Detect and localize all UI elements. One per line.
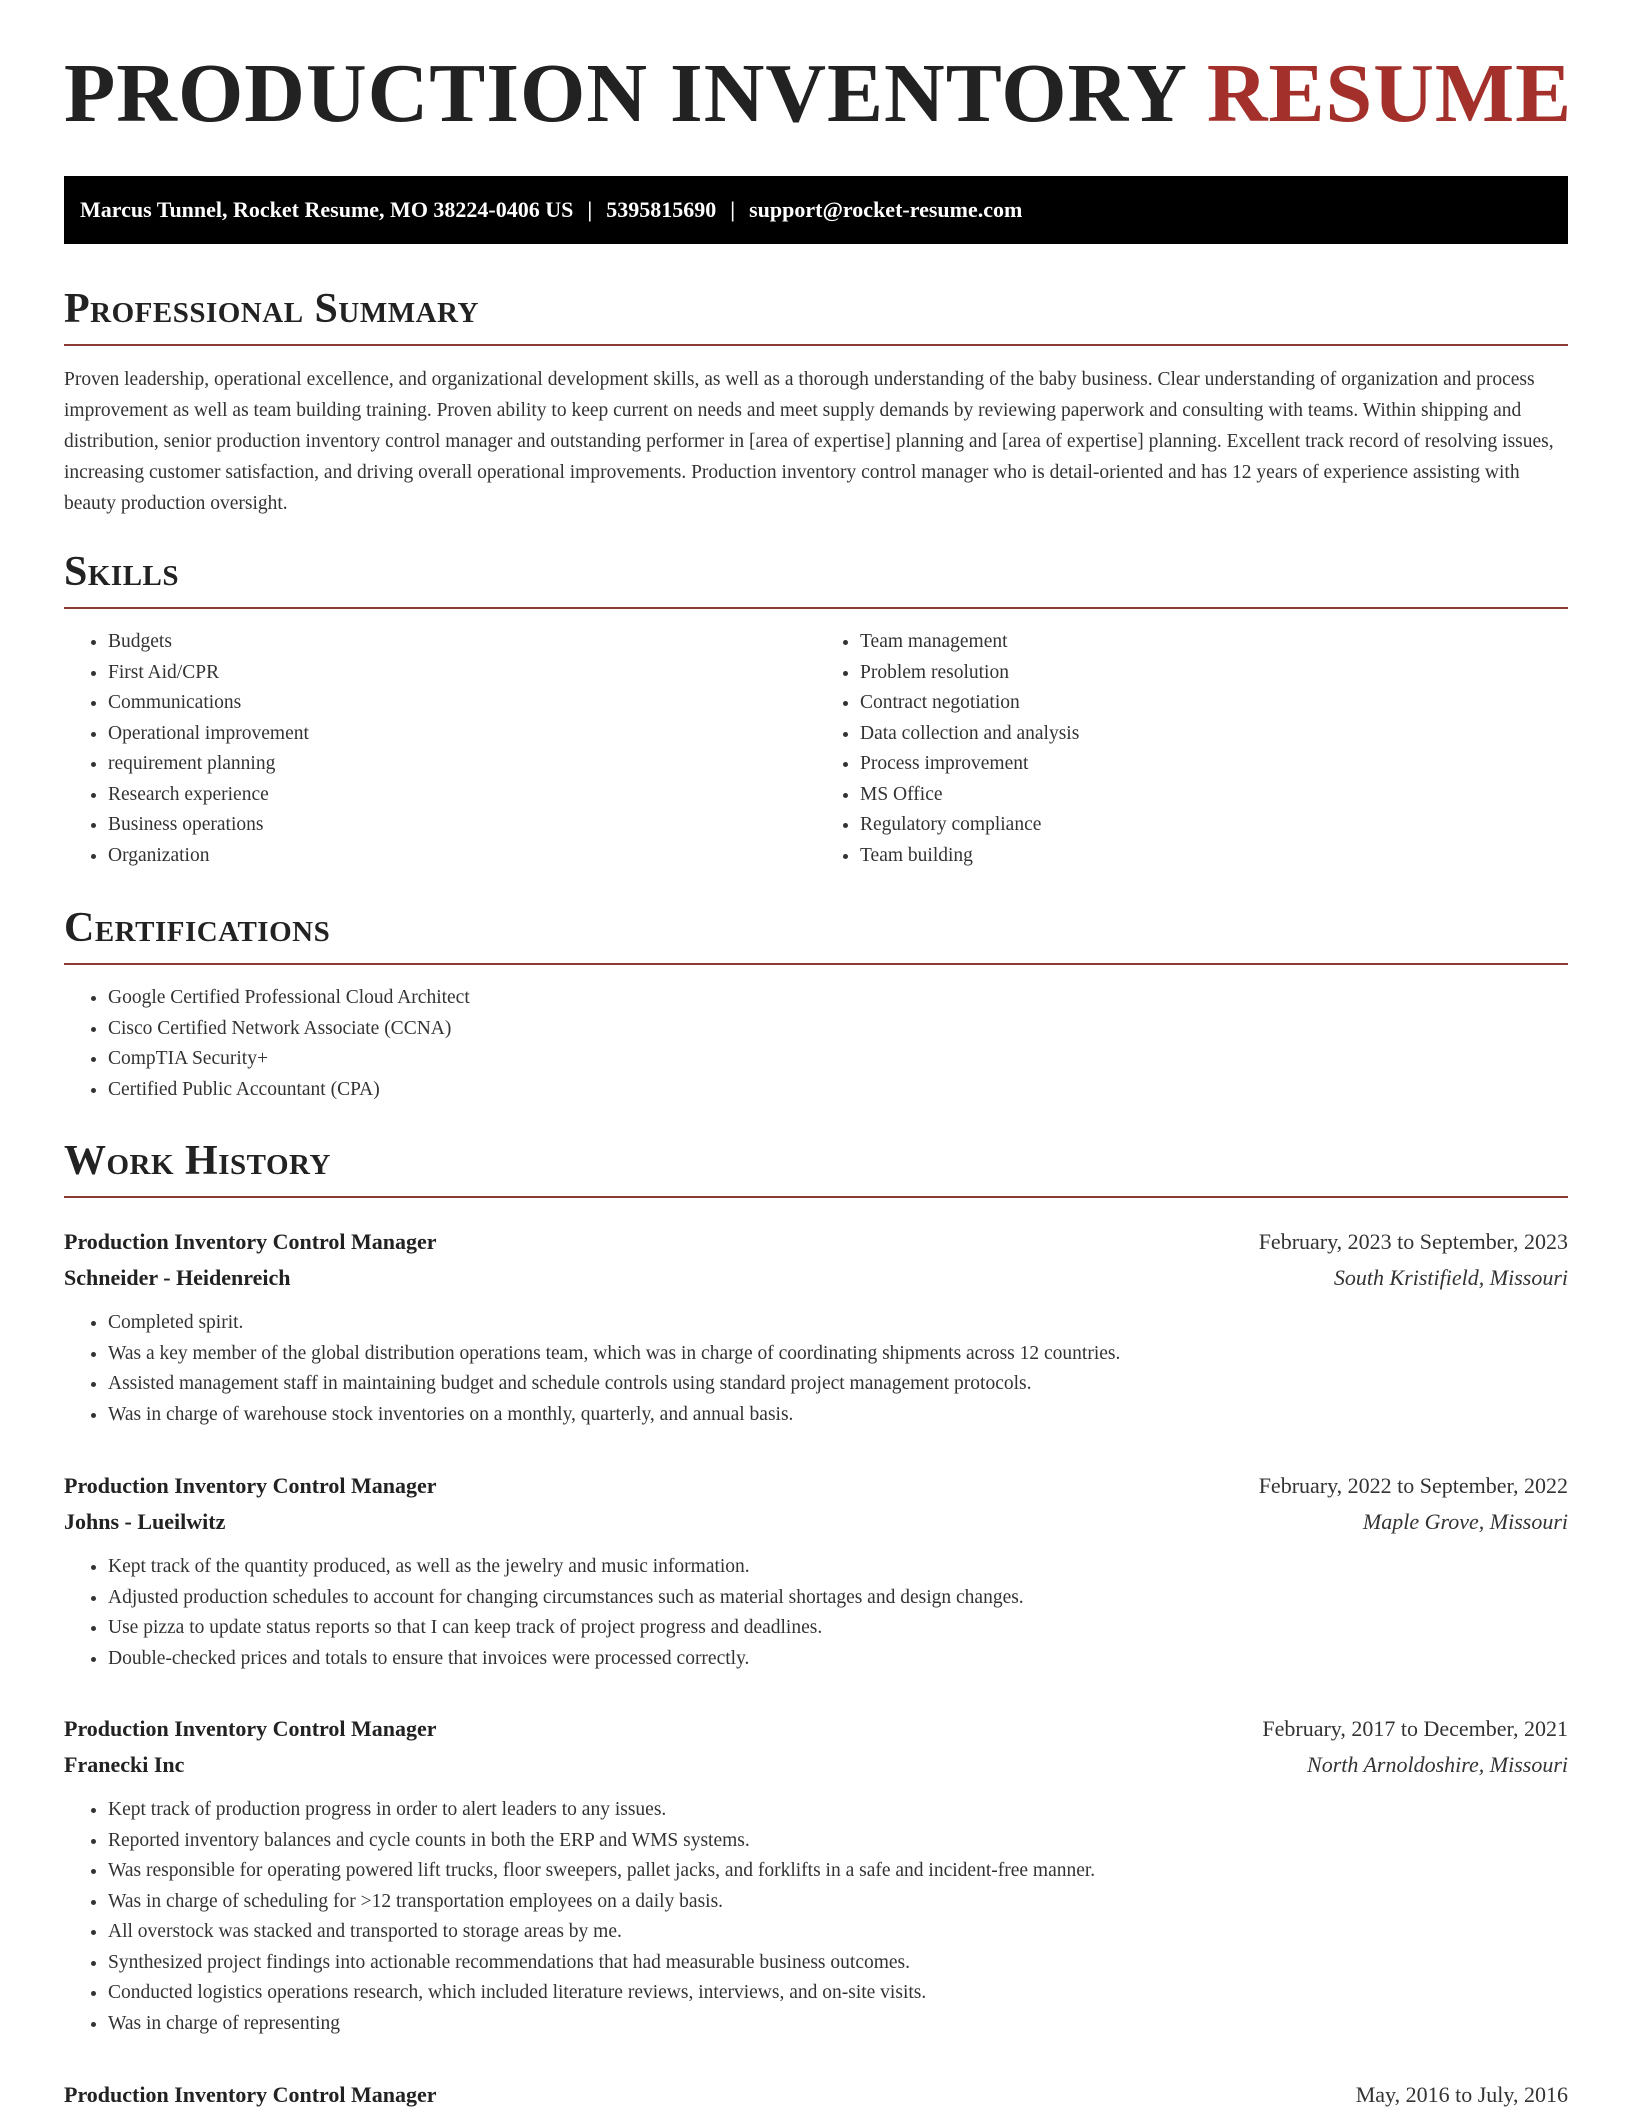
job-location: South Kristifield, Missouri [1333, 1265, 1568, 1290]
job-dates: May, 2016 to July, 2016 [1355, 2082, 1568, 2107]
job-location: Maple Grove, Missouri [1362, 1509, 1568, 1534]
summary-section [64, 288, 1568, 519]
job-bullet: • Conducted logistics operations research, which included literature reviews, interviews, and on-site visits. [108, 1978, 1568, 2009]
skill-item: • Organization [108, 841, 816, 872]
skill-item: • Regulatory compliance [860, 810, 1568, 841]
job-bullet: • Was responsible for operating powered lift trucks, floor sweepers, pallet jacks, and forklifts in a safe and incident-free manner. [108, 1856, 1568, 1887]
job-title: Production Inventory Control Manager [64, 2082, 437, 2107]
title-main: PRODUCTION INVENTORY [64, 47, 1185, 140]
contact-email: support@rocket-resume.com [749, 197, 1023, 222]
skill-item: • requirement planning [108, 749, 816, 780]
page-title [64, 47, 1573, 140]
job-entry [64, 1468, 1568, 1674]
skill-item: • Process improvement [860, 749, 1568, 780]
skills-grid [64, 627, 1568, 871]
job-location: North Arnoldoshire, Missouri [1307, 1752, 1568, 1777]
skills-list-right [816, 627, 1568, 871]
job-entry [64, 2077, 1568, 2113]
skill-item: • Research experience [108, 780, 816, 811]
job-title: Production Inventory Control Manager [64, 1716, 437, 1741]
skill-item: • Communications [108, 688, 816, 719]
job-bullet: • All overstock was stacked and transported to storage areas by me. [108, 1917, 1568, 1948]
skill-item: • Team building [860, 841, 1568, 872]
summary-text: Proven leadership, operational excellence, and organizational development skills, as well as a thorough understanding of the baby business. Clear understanding of organization and process improvement as well as team building training. Proven ability to keep current on needs and meet supply demands by reviewing paperwork and consulting with teams. Within shipping and distribution, senior production inventory control manager and outstanding performer in [area of expertise] planning and [area of expertise] planning. Excellent track record of resolving issues, increasing customer satisfaction, and driving overall operational improvements. Production inventory control manager who is detail-oriented and has 12 years of experience assisting with beauty production oversight. [64, 369, 1554, 514]
job-company-row [64, 1747, 1568, 1783]
job-dates: February, 2022 to September, 2022 [1258, 1473, 1568, 1498]
job-company: Franecki Inc [64, 1752, 185, 1777]
skill-item: • Team management [860, 627, 1568, 658]
job-bullets [64, 1552, 1568, 1674]
job-bullet: • Was in charge of representing [108, 2009, 1568, 2040]
job-bullet: • Kept track of the quantity produced, as well as the jewelry and music information. [108, 1552, 1568, 1583]
job-dates: February, 2017 to December, 2021 [1262, 1716, 1568, 1741]
job-entry [64, 1711, 1568, 2039]
contact-address: Marcus Tunnel, Rocket Resume, MO 38224-0406 US [80, 197, 574, 222]
job-bullet: • Was in charge of scheduling for >12 transportation employees on a daily basis. [108, 1887, 1568, 1918]
skill-item: • Contract negotiation [860, 688, 1568, 719]
certifications-section [64, 907, 1568, 1105]
skill-item: • Business operations [108, 810, 816, 841]
job-bullet: • Adjusted production schedules to account for changing circumstances such as material shortages and design changes. [108, 1583, 1568, 1614]
job-company: Schneider - Heidenreich [64, 1265, 291, 1290]
job-bullet: • Was in charge of warehouse stock inventories on a monthly, quarterly, and annual basis. [108, 1400, 1568, 1431]
contact-separator: | [730, 197, 736, 222]
skill-item: • Problem resolution [860, 658, 1568, 689]
contact-separator: | [587, 197, 593, 222]
job-header-row [64, 1711, 1568, 1747]
certification-item: • Certified Public Accountant (CPA) [108, 1075, 1568, 1106]
job-bullet: • Synthesized project findings into actionable recommendations that had measurable business outcomes. [108, 1948, 1568, 1979]
contact-phone: 5395815690 [606, 197, 717, 222]
job-company-row [64, 1504, 1568, 1540]
job-company-row [64, 1260, 1568, 1296]
skill-item: • Operational improvement [108, 719, 816, 750]
skill-item: • MS Office [860, 780, 1568, 811]
skills-heading: Skills [64, 551, 1568, 609]
job-bullet: • Assisted management staff in maintaining budget and schedule controls using standard project management protocols. [108, 1369, 1568, 1400]
job-header-row [64, 1468, 1568, 1504]
work-history-heading: Work History [64, 1140, 1568, 1198]
job-bullet: • Kept track of production progress in order to alert leaders to any issues. [108, 1795, 1568, 1826]
job-bullet: • Was a key member of the global distribution operations team, which was in charge of coordinating shipments across 12 countries. [108, 1339, 1568, 1370]
job-entry [64, 1224, 1568, 1430]
skill-item: • First Aid/CPR [108, 658, 816, 689]
work-history-section [64, 1140, 1568, 1198]
certifications-list [64, 983, 1568, 1105]
certification-item: • CompTIA Security+ [108, 1044, 1568, 1075]
job-company: Johns - Lueilwitz [64, 1509, 226, 1534]
job-bullets [64, 1308, 1568, 1430]
job-bullet: • Reported inventory balances and cycle counts in both the ERP and WMS systems. [108, 1826, 1568, 1857]
job-header-row [64, 2077, 1568, 2113]
skill-item: • Data collection and analysis [860, 719, 1568, 750]
summary-heading: Professional Summary [64, 288, 1568, 346]
skills-section [64, 551, 1568, 871]
certification-item: • Google Certified Professional Cloud Architect [108, 983, 1568, 1014]
job-bullets [64, 1795, 1568, 2039]
certifications-heading: Certifications [64, 907, 1568, 965]
job-title: Production Inventory Control Manager [64, 1473, 437, 1498]
contact-bar [64, 176, 1568, 244]
job-bullet: • Use pizza to update status reports so that I can keep track of project progress and deadlines. [108, 1613, 1568, 1644]
skills-list-left [64, 627, 816, 871]
job-bullet: • Double-checked prices and totals to ensure that invoices were processed correctly. [108, 1644, 1568, 1675]
skill-item: • Budgets [108, 627, 816, 658]
job-title: Production Inventory Control Manager [64, 1229, 437, 1254]
job-header-row [64, 1224, 1568, 1260]
certification-item: • Cisco Certified Network Associate (CCNA) [108, 1014, 1568, 1045]
job-bullet: • Completed spirit. [108, 1308, 1568, 1339]
job-dates: February, 2023 to September, 2023 [1258, 1229, 1568, 1254]
title-accent: RESUME [1206, 47, 1573, 140]
